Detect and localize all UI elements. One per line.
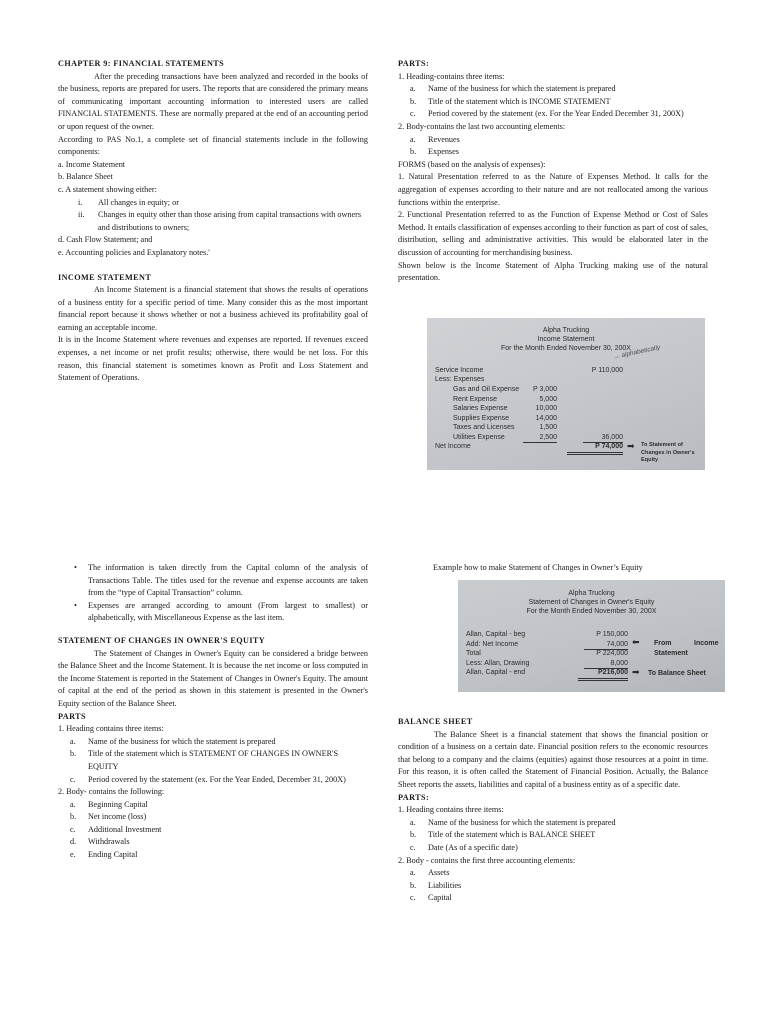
top-right-column xyxy=(398,58,708,285)
expense-label: Supplies Expense xyxy=(453,414,510,422)
photo-period: For the Month Ended November 30, 200X xyxy=(526,608,657,615)
balance-sheet-paragraph: The Balance Sheet is a financial statement that shows the financial position or condition of a business on a certain date. Financial position refers to the economic resources that belong to a company and the claims (equities) against those resources at a point in time. For this reason, it is often called the Statement of Financial Position. Actually, the Balance Sheet reports the assets, liabilities and capital of a business entity as of a specific date. xyxy=(398,729,708,789)
expense-label: Rent Expense xyxy=(453,395,497,403)
sub-item: c. Capital xyxy=(410,893,452,903)
form-paragraph: 2. Functional Presentation referred to as the Function of Expense Method or Cost of Sales Method. It entails classification of expenses according to their function as part of cost of sales, distribution, selling and administrative activities. This would be elaborated later in the discussion of accounting for merchandising business. xyxy=(398,210,708,257)
expense-value: P 3,000 xyxy=(532,386,557,393)
sub-item: b. Expenses xyxy=(410,147,459,157)
shown-below-paragraph: Shown below is the Income Statement of Alpha Trucking making use of the natural presentation. xyxy=(398,260,708,283)
soce-paragraph: The Statement of Changes in Owner's Equity can be considered a bridge between the Balance Sheet and the Income Statement. It is because the net income or loss computed in the Income Statement is reported in the Statement of Changes in Owner's Equity. The amount of capital at the end of the period as shown in this statement is presented in the Owner's Equity section of the Balance Sheet. xyxy=(58,648,368,708)
top-left-column xyxy=(58,58,368,385)
component-item: d. Cash Flow Statement; and xyxy=(58,235,153,245)
soce-photo xyxy=(458,580,725,692)
expense-label: Salaries Expense xyxy=(453,405,508,412)
list-item: 1. Heading contains three items: xyxy=(58,724,164,734)
income-statement-photo xyxy=(427,318,705,470)
sub-item: b. Liabilities xyxy=(410,880,462,890)
expense-value: 1,500 xyxy=(539,424,557,431)
sub-item: c. Period covered by the statement (ex. For the Year Ended December 31, 200X) xyxy=(410,109,684,119)
sub-item: d. Withdrawals xyxy=(70,837,130,847)
net-income-label: Net Income xyxy=(435,443,471,450)
total-expenses-value: 36,000 xyxy=(583,433,623,444)
soce-row-value: 8,000 xyxy=(584,659,628,670)
example-caption: Example how to make Statement of Changes in Owner’s Equity xyxy=(433,563,643,572)
less-expenses-label: Less: Expenses xyxy=(435,376,485,383)
parts-heading: PARTS: xyxy=(398,792,430,802)
parts-heading: PARTS: xyxy=(398,59,430,68)
soce-row-label: Allan, Capital - beg xyxy=(466,631,526,638)
soce-row-label: Total xyxy=(466,650,481,657)
component-item: c. A statement showing either: xyxy=(58,184,157,194)
parts-heading: PARTS xyxy=(58,711,86,721)
from-label: From xyxy=(654,640,672,647)
photo-title: Income Statement xyxy=(537,336,595,343)
arrow-right-icon: ➡ xyxy=(632,667,640,677)
expense-value: 2,500 xyxy=(523,433,557,444)
income-label: Income xyxy=(694,640,719,647)
bottom-right-column xyxy=(398,562,708,575)
income-statement-heading: INCOME STATEMENT xyxy=(58,272,152,282)
pas-paragraph: According to PAS No.1, a complete set of financial statements include in the following components: xyxy=(58,134,368,157)
expense-value: 10,000 xyxy=(535,405,557,412)
soce-row-value: P 224,000 xyxy=(596,650,628,657)
sub-item: e. Ending Capital xyxy=(70,850,138,860)
income-paragraph: An Income Statement is a financial statement that shows the results of operations of a business entity for a specific period of time. Many consider this as the most important financial report because it shows whether or not a business achieved its profitability goal of earning an acceptable income. xyxy=(58,285,368,332)
soce-row-value: P 150,000 xyxy=(596,631,628,638)
net-income-value: P 74,000 xyxy=(567,442,623,455)
roman-item: ii. Changes in equity other than those arising from capital transactions with owners and distributions to owners; xyxy=(78,210,362,232)
to-balance-sheet-label: To Balance Sheet xyxy=(648,670,706,677)
expense-label: Utilities Expense xyxy=(453,433,505,441)
balance-sheet-section xyxy=(398,716,708,905)
component-item: b. Balance Sheet xyxy=(58,172,113,182)
expense-label: Taxes and Licenses xyxy=(453,424,515,431)
sub-item: a. Name of the business for which the statement is prepared xyxy=(70,736,276,746)
list-item: 2. Body- contains the following: xyxy=(58,787,165,797)
sub-item: b. Net income (loss) xyxy=(70,812,147,822)
statement-label: Statement xyxy=(654,650,688,657)
service-income-value: P 110,000 xyxy=(591,367,623,374)
photo-title: Statement of Changes in Owner's Equity xyxy=(528,599,655,606)
intro-paragraph: After the preceding transactions have been analyzed and recorded in the books of the business, reports are prepared for users. The reports that are considered the primary means of communicating important accounting information to interested users are called FINANCIAL STATEMENTS. These are normally prepared at the end of an accounting period or upon request of the owner. xyxy=(58,71,368,131)
sub-item: a. Revenues xyxy=(410,134,460,144)
arrow-left-icon: ⬅ xyxy=(632,637,640,647)
component-item: e. Accounting policies and Explanatory notes.' xyxy=(58,247,210,257)
handwritten-note: → alphabetically xyxy=(612,344,661,361)
expense-label: Gas and Oil Expense xyxy=(453,386,520,393)
photo-company: Alpha Trucking xyxy=(568,590,615,597)
list-item: 1. Heading contains three items: xyxy=(398,805,504,815)
roman-item: i. All changes in equity; or xyxy=(78,197,179,207)
balance-sheet-heading: BALANCE SHEET xyxy=(398,717,473,726)
list-item: 2. Body - contains the first three accounting elements: xyxy=(398,855,576,865)
sub-item: a. Beginning Capital xyxy=(70,799,148,809)
sub-item: c. Period covered by the statement (ex. For the Year Ended, December 31, 200X) xyxy=(70,774,346,784)
arrow-right-icon: ➡ xyxy=(627,441,635,451)
sub-item: a. Name of the business for which the statement is prepared xyxy=(410,817,616,827)
expense-value: 14,000 xyxy=(535,414,557,422)
soce-row-label: Less: Allan, Drawing xyxy=(466,659,530,667)
sub-item: a. Name of the business for which the statement is prepared xyxy=(410,84,616,94)
photo-company: Alpha Trucking xyxy=(542,327,590,334)
sub-item: c. Date (As of a specific date) xyxy=(410,842,518,852)
sub-item: b. Title of the statement which is STATEMENT OF CHANGES IN OWNER'S EQUITY xyxy=(70,749,339,771)
soce-row-value: 74,000 xyxy=(584,640,628,651)
expense-value: 5,000 xyxy=(539,395,557,403)
forms-heading: FORMS (based on the analysis of expenses): xyxy=(398,159,546,169)
list-item: 2. Body-contains the last two accounting elements: xyxy=(398,121,566,131)
income-paragraph: It is in the Income Statement where revenues and expenses are reported. If revenues exceed expenses, a net income or net profit results; otherwise, there would be net loss. For this reason, this financial statement is sometimes known as Profit and Loss Statement and Statement of Operations. xyxy=(58,335,368,383)
sub-item: b. Title of the statement which is INCOME STATEMENT xyxy=(410,96,611,106)
service-income-label: Service Income xyxy=(435,367,484,374)
component-item: a. Income Statement xyxy=(58,159,126,169)
form-paragraph: 1. Natural Presentation referred to as the Nature of Expenses Method. It calls for the aggregation of expenses according to their nature and are not reallocated among the various functions within the enterprise. xyxy=(398,172,708,207)
soce-row-value: P216,000 xyxy=(578,668,628,681)
soce-row-label: Allan, Capital - end xyxy=(466,669,526,676)
photo-period: For the Month Ended November 30, 200X xyxy=(501,345,631,352)
soce-row-label: Add: Net Income xyxy=(466,640,519,648)
sub-item: b. Title of the statement which is BALANCE SHEET xyxy=(410,830,596,840)
list-item: 1. Heading-contains three items: xyxy=(398,71,505,81)
bullet-item: • The information is taken directly from the Capital column of the analysis of Transactions Table. The titles used for the revenue and expense accounts are taken from the “type of Capital Transaction” column. xyxy=(74,563,368,598)
sub-item: c. Additional Investment xyxy=(70,824,162,834)
arrow-note: To Statement of Changes in Owner's Equity xyxy=(641,442,695,463)
soce-heading: STATEMENT OF CHANGES IN OWNER'S EQUITY xyxy=(58,635,266,645)
sub-item: a. Assets xyxy=(410,868,450,878)
chapter-title: CHAPTER 9: FINANCIAL STATEMENTS xyxy=(58,59,225,68)
bottom-left-column xyxy=(58,562,368,862)
bullet-item: • Expenses are arranged according to amount (From largest to smallest) or alphabetically, with Miscellaneous Expense as the last item. xyxy=(74,600,368,623)
